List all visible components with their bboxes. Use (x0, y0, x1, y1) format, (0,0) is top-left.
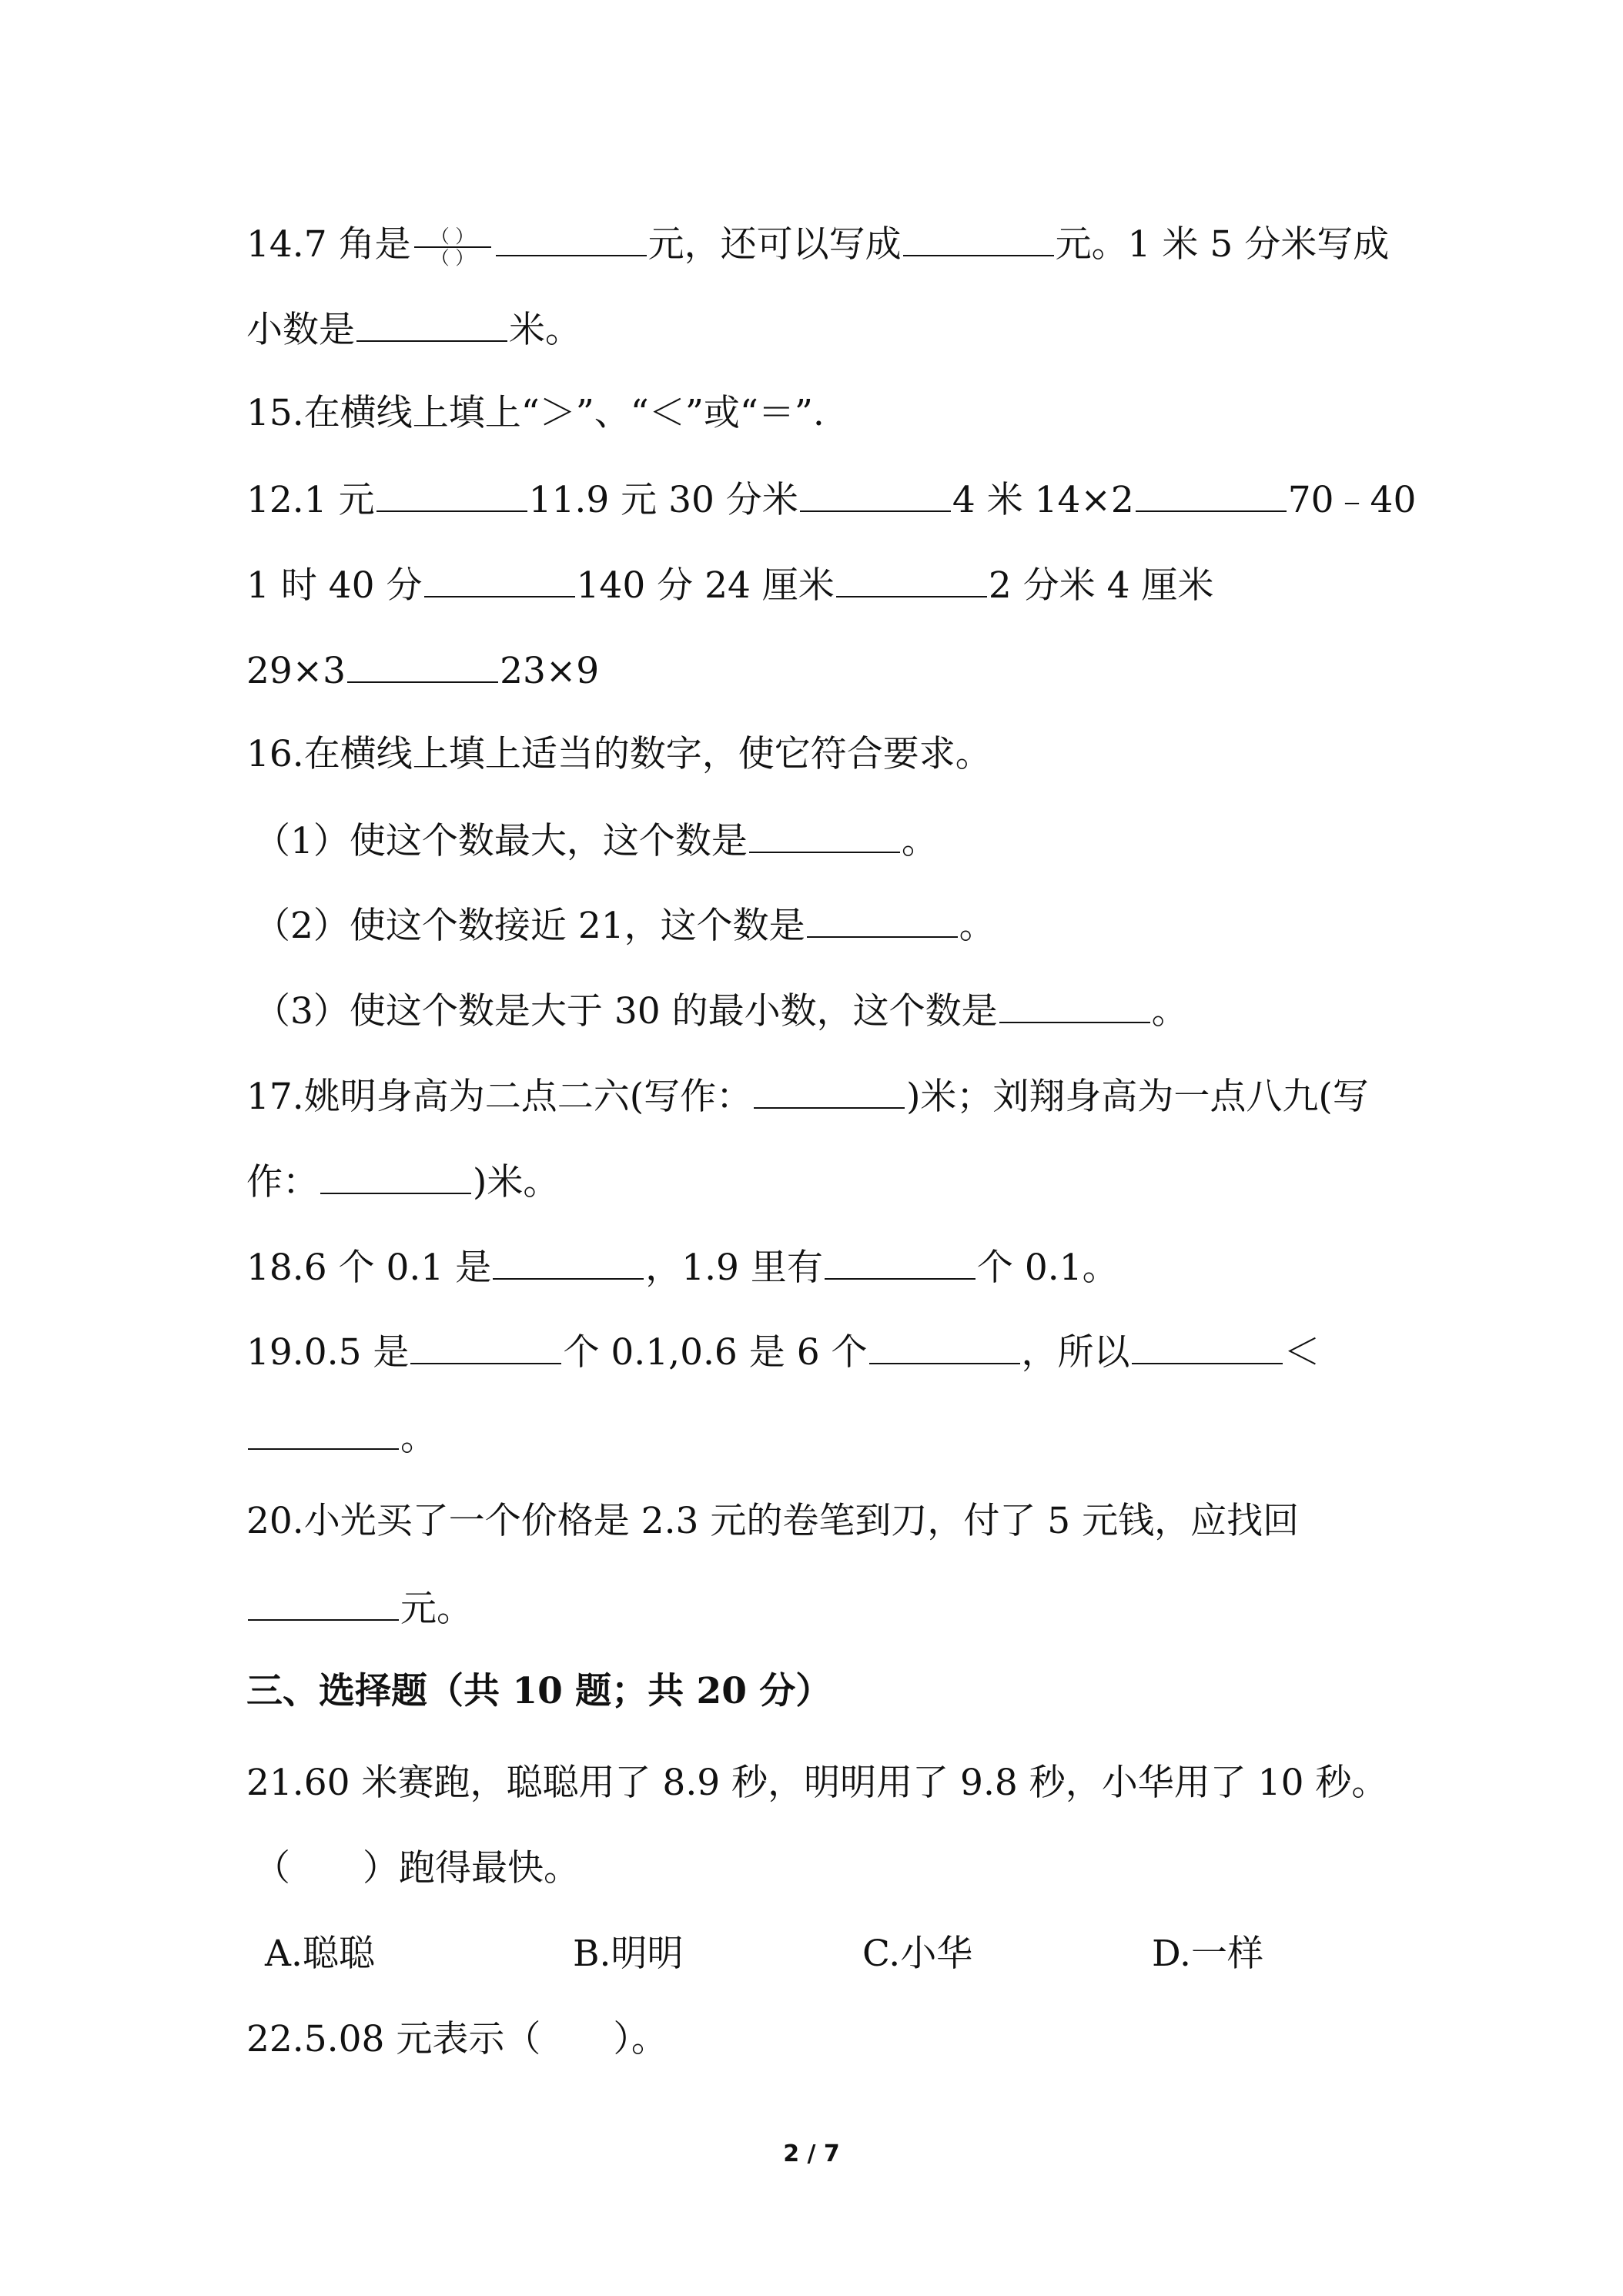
option-c[interactable]: C.小华 (862, 1933, 973, 1975)
question-16-sub-2 (254, 901, 996, 949)
question-text: 7 角是 (303, 223, 411, 266)
question-text: 个 0.1。 (976, 1247, 1119, 1289)
question-text: 个 0.1,0.6 是 6 个 (563, 1331, 868, 1374)
compare-item: 23×9 (500, 650, 600, 692)
answer-blank[interactable] (825, 1243, 975, 1280)
question-20-line-1: 20.小光买了一个价格是 2.3 元的卷笔到刀，付了 5 元钱，应找回 (246, 1500, 1300, 1542)
question-text: 作： (246, 1161, 319, 1203)
question-14-line-1 (246, 219, 1389, 268)
answer-blank[interactable] (749, 816, 900, 853)
question-21-line-1: 21.60 米赛跑，聪聪用了 8.9 秒，明明用了 9.8 秒，小华用了 10 秒。 (246, 1762, 1388, 1804)
compare-item: 11.9 元 30 分米 (528, 479, 798, 521)
question-text: )米；刘翔身高为一点八九(写 (906, 1076, 1369, 1118)
question-text: 米。 (509, 309, 581, 351)
answer-blank[interactable] (903, 219, 1054, 256)
question-17-line-1 (246, 1072, 1369, 1120)
compare-item: 2 分米 4 厘米 (988, 564, 1214, 607)
answer-blank[interactable] (836, 561, 987, 597)
question-14-line-2 (246, 305, 581, 353)
question-16-sub-1 (254, 816, 938, 865)
question-number: 14. (246, 223, 304, 266)
question-18 (246, 1243, 1119, 1291)
punctuation: 。 (901, 820, 938, 862)
compare-item: 140 分 24 厘米 (576, 564, 835, 607)
option-b[interactable]: B.明明 (573, 1933, 684, 1975)
question-15-row-2 (246, 561, 1214, 609)
question-19-line-2 (246, 1413, 437, 1461)
question-15-row-1 (246, 475, 1416, 524)
question-16-sub-3 (254, 986, 1188, 1035)
sub-question-text: （1）使这个数最大，这个数是 (254, 820, 748, 862)
answer-blank[interactable] (356, 305, 507, 342)
answer-blank[interactable] (999, 986, 1150, 1023)
answer-blank[interactable] (800, 475, 951, 512)
answer-blank[interactable] (424, 561, 575, 597)
question-text: ，所以 (1021, 1331, 1130, 1374)
question-text: 元。 (400, 1588, 473, 1630)
question-17-line-2 (246, 1157, 559, 1206)
answer-blank[interactable] (376, 475, 527, 512)
compare-item: 12.1 元 (246, 479, 375, 521)
section-heading: 三、选择题（共 10 题；共 20 分） (246, 1670, 832, 1712)
fraction-denominator: （ ） (430, 247, 474, 269)
answer-blank[interactable] (754, 1072, 905, 1109)
option-a[interactable]: A.聪聪 (265, 1933, 375, 1975)
question-text: 19.0.5 是 (246, 1331, 410, 1374)
compare-item: 1 时 40 分 (246, 564, 423, 607)
page-number: 2 / 7 (783, 2140, 840, 2167)
answer-blank[interactable] (248, 1584, 399, 1621)
question-text: 18.6 个 0.1 是 (246, 1247, 492, 1289)
compare-item: 29×3 (246, 650, 346, 692)
answer-blank[interactable] (493, 1243, 644, 1280)
answer-blank[interactable] (496, 219, 647, 256)
compare-item: 4 米 14×2 (952, 479, 1134, 521)
answer-blank[interactable] (320, 1157, 471, 1194)
question-19-line-1 (246, 1327, 1320, 1376)
question-text: ＜ (1283, 1331, 1320, 1374)
question-15-row-3 (246, 646, 599, 694)
question-20-line-2 (246, 1584, 473, 1632)
fraction-blank (414, 226, 491, 268)
question-22: 22.5.08 元表示（ ）。 (246, 2018, 668, 2060)
question-15-title: 15.在横线上填上“＞”、“＜”或“＝”. (246, 392, 825, 434)
question-text: 小数是 (246, 309, 355, 351)
fraction-numerator: （ ） (430, 226, 474, 247)
question-text: ，1.9 里有 (645, 1247, 823, 1289)
question-21-line-2: （ ）跑得最快。 (254, 1847, 580, 1889)
answer-blank[interactable] (807, 901, 958, 938)
answer-blank[interactable] (869, 1327, 1020, 1364)
sub-question-text: （3）使这个数是大于 30 的最小数，这个数是 (254, 990, 998, 1033)
question-16-title: 16.在横线上填上适当的数字，使它符合要求。 (246, 733, 992, 775)
question-text: )米。 (473, 1161, 560, 1203)
compare-item: 70﹣40 (1287, 479, 1417, 521)
question-21-options (246, 1931, 1478, 1977)
punctuation: 。 (1151, 990, 1188, 1033)
sub-question-text: （2）使这个数接近 21，这个数是 (254, 905, 805, 947)
answer-blank[interactable] (347, 646, 498, 683)
question-text: 17.姚明身高为二点二六(写作： (246, 1076, 753, 1118)
question-text: 元，还可以写成 (648, 223, 902, 266)
option-d[interactable]: D.一样 (1152, 1933, 1263, 1975)
answer-blank[interactable] (248, 1413, 399, 1450)
answer-blank[interactable] (410, 1327, 561, 1364)
punctuation: 。 (959, 905, 996, 947)
answer-blank[interactable] (1132, 1327, 1283, 1364)
question-text: 元。1 米 5 分米写成 (1055, 223, 1390, 266)
answer-blank[interactable] (1136, 475, 1287, 512)
punctuation: 。 (400, 1417, 437, 1459)
